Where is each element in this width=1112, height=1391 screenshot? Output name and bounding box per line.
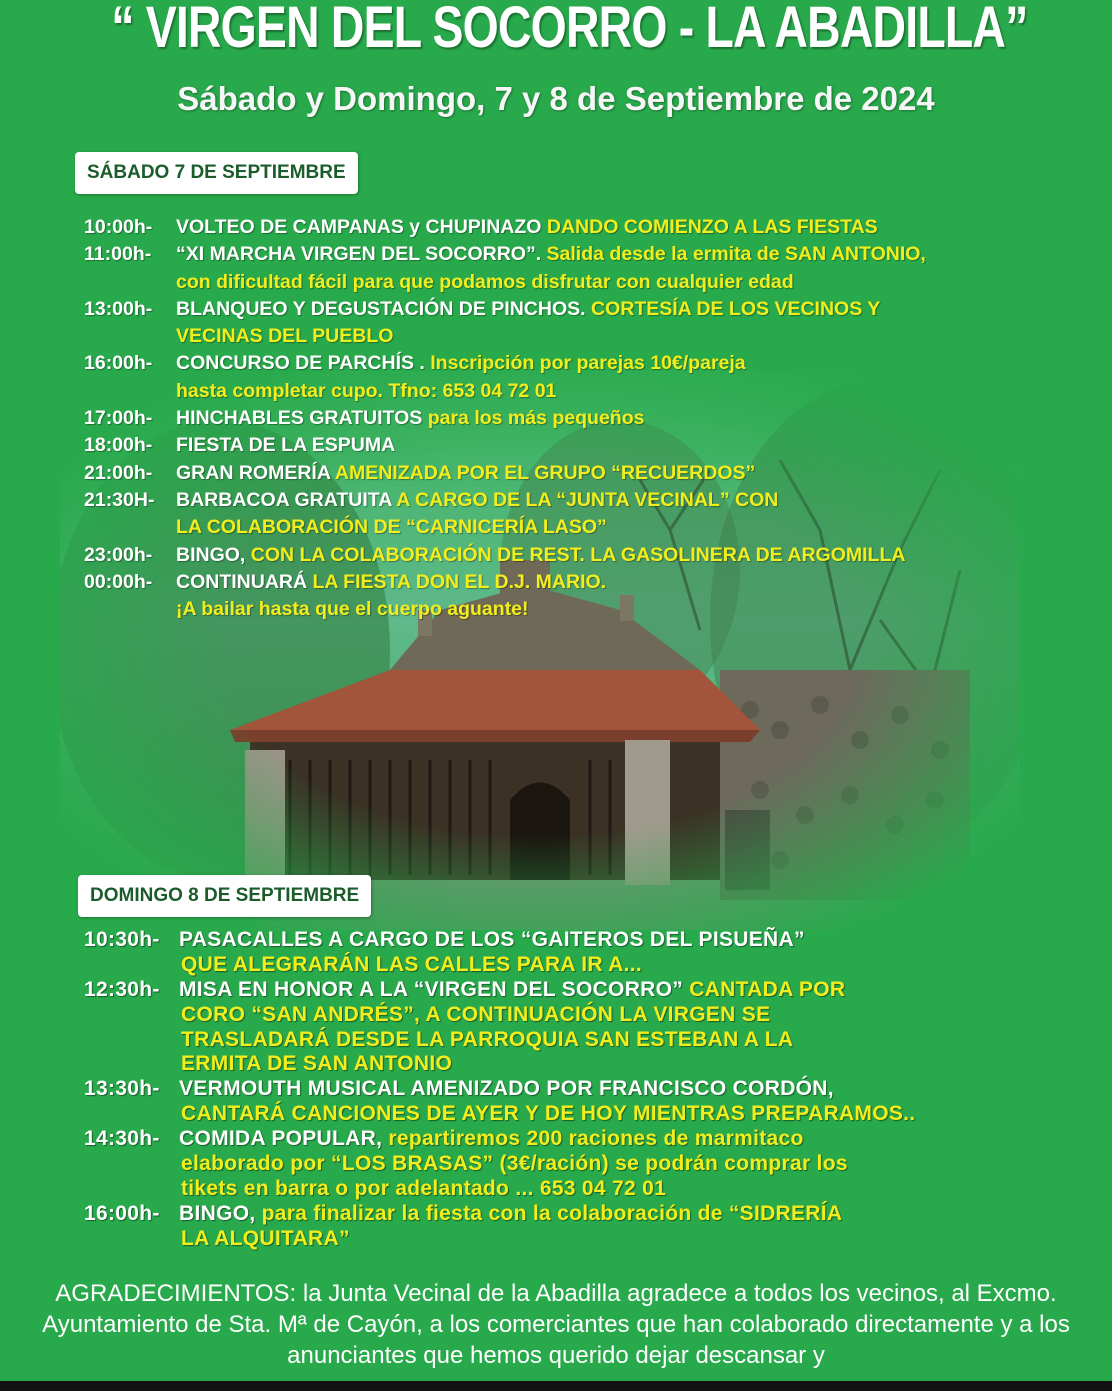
schedule-line: ¡A bailar hasta que el cuerpo aguante! [176, 598, 529, 621]
schedule-line: 18:00h- FIESTA DE LA ESPUMA [84, 434, 396, 457]
schedule-line: CORO “SAN ANDRÉS”, A CONTINUACIÓN LA VIRGEN SE [181, 1002, 771, 1026]
poster-title: “ VIRGEN DEL SOCORRO - LA ABADILLA” [111, 0, 1028, 60]
sunday-schedule [84, 928, 915, 1252]
schedule-line: QUE ALEGRARÁN LAS CALLES PARA IR A... [181, 952, 643, 976]
schedule-line: 16:00h- CONCURSO DE PARCHÍS . Inscripción por parejas 10€/pareja [84, 352, 746, 375]
schedule-line: LA ALQUITARA” [181, 1226, 350, 1250]
schedule-line: 13:30h- VERMOUTH MUSICAL AMENIZADO POR FRANCISCO CORDÓN, [84, 1077, 834, 1101]
schedule-line: tikets en barra o por adelantado ... 653 04 72 01 [181, 1176, 667, 1200]
schedule-line: 23:00h- BINGO, CON LA COLABORACIÓN DE REST. LA GASOLINERA DE ARGOMILLA [84, 543, 906, 566]
schedule-line: 10:30h- PASACALLES A CARGO DE LOS “GAITEROS DEL PISUEÑA” [84, 928, 805, 951]
saturday-schedule [84, 214, 926, 623]
schedule-line: VECINAS DEL PUEBLO [176, 325, 394, 348]
poster-subtitle: Sábado y Domingo, 7 y 8 de Septiembre de 2024 [177, 80, 935, 117]
schedule-line: 12:30h- MISA EN HONOR A LA “VIRGEN DEL SOCORRO” CANTADA POR [84, 977, 846, 1001]
schedule-line: ERMITA DE SAN ANTONIO [181, 1052, 453, 1076]
schedule-line: 21:30H- BARBACOA GRATUITA A CARGO DE LA “JUNTA VECINAL” CON [84, 488, 779, 511]
schedule-line: CANTARÁ CANCIONES DE AYER Y DE HOY MIENTRAS PREPARAMOS.. [181, 1102, 916, 1126]
schedule-line: 17:00h- HINCHABLES GRATUITOS para los más pequeños [84, 407, 645, 430]
schedule-line: 21:00h- GRAN ROMERÍA AMENIZADA POR EL GRUPO “RECUERDOS” [84, 461, 756, 484]
schedule-line: 16:00h- BINGO, para finalizar la fiesta con la colaboración de “SIDRERÍA [84, 1201, 843, 1225]
schedule-line: 13:00h- BLANQUEO Y DEGUSTACIÓN DE PINCHOS. CORTESÍA DE LOS VECINOS Y [84, 297, 881, 320]
bottom-edge [0, 1381, 1112, 1391]
sunday-label: DOMINGO 8 DE SEPTIEMBRE [78, 875, 371, 917]
schedule-line: 00:00h- CONTINUARÁ LA FIESTA DON EL D.J. MARIO. [84, 570, 607, 593]
acknowledgements: AGRADECIMIENTOS: la Junta Vecinal de la Abadilla agradece a todos los vecinos, al Excmo. Ayuntamiento de Sta. Mª de Cayón, a los comerciantes que han colaborado directamente y a los anunciantes que hemos querido dejar descansar y [42, 1280, 1070, 1369]
schedule-line: con dificultad fácil para que podamos disfrutar con cualquier edad [176, 270, 794, 293]
schedule-line: TRASLADARÁ DESDE LA PARROQUIA SAN ESTEBAN A LA [181, 1027, 794, 1051]
schedule-line: 11:00h- “XI MARCHA VIRGEN DEL SOCORRO”. Salida desde la ermita de SAN ANTONIO, [84, 243, 926, 266]
schedule-line: 14:30h- COMIDA POPULAR, repartiremos 200 raciones de marmitaco [84, 1127, 804, 1151]
saturday-label: SÁBADO 7 DE SEPTIEMBRE [75, 152, 358, 194]
schedule-line: 10:00h- VOLTEO DE CAMPANAS y CHUPINAZO DANDO COMIENZO A LAS FIESTAS [84, 216, 878, 238]
schedule-line: elaborado por “LOS BRASAS” (3€/ración) se podrán comprar los [181, 1152, 848, 1176]
schedule-line: LA COLABORACIÓN DE “CARNICERÍA LASO” [176, 516, 607, 539]
schedule-line: hasta completar cupo. Tfno: 653 04 72 01 [176, 379, 557, 402]
